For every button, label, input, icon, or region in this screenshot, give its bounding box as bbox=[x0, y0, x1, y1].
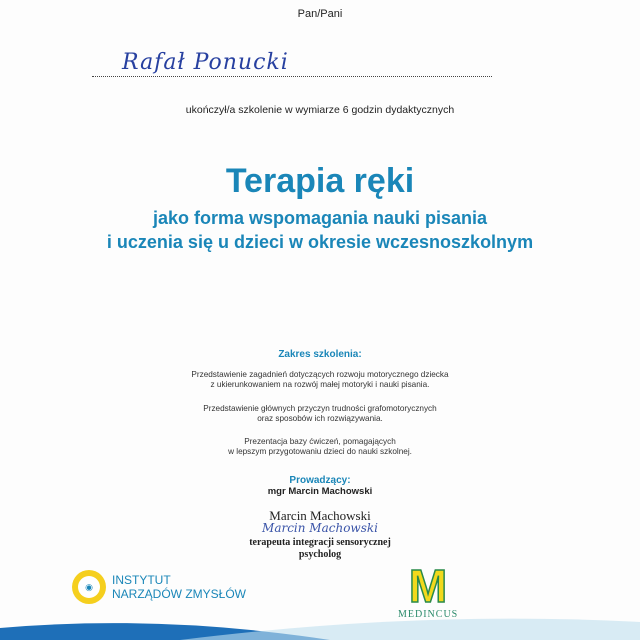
scope-line: w lepszym przygotowaniu dzieci do nauki szkolnej. bbox=[228, 447, 412, 456]
subtitle-line: i uczenia się u dzieci w okresie wczesnoszkolnym bbox=[106, 232, 534, 252]
decorative-wave bbox=[0, 610, 640, 640]
name-dotted-line bbox=[92, 76, 492, 77]
scope-line: Prezentacja bazy ćwiczeń, pomagających bbox=[244, 437, 396, 446]
scope-item bbox=[0, 437, 640, 457]
medincus-m-icon: M bbox=[408, 560, 448, 612]
scope-line: Przedstawienie zagadnień dotyczących rozwoju motorycznego dziecka bbox=[191, 370, 449, 379]
scope-heading: Zakres szkolenia: bbox=[278, 349, 362, 360]
scope-item bbox=[0, 370, 640, 390]
inz-logo-text: INSTYTUT bbox=[112, 573, 171, 587]
stamp-name: Marcin Machowski bbox=[269, 508, 371, 523]
scope-line: Przedstawienie głównych przyczyn trudności grafomotorycznych bbox=[203, 404, 437, 413]
stamp-role: terapeuta integracji sensorycznej bbox=[249, 537, 391, 548]
inz-logo bbox=[72, 570, 246, 604]
stamp-role: psycholog bbox=[298, 549, 342, 560]
salutation: Pan/Pani bbox=[297, 8, 343, 20]
subtitle-line: jako forma wspomagania nauki pisania bbox=[152, 208, 488, 228]
participant-name-handwritten: Rafał Ponucki bbox=[122, 50, 289, 75]
leader-heading: Prowadzący: bbox=[289, 475, 351, 486]
medincus-logo-text: MEDINCUS bbox=[398, 609, 459, 620]
scope-item bbox=[0, 404, 640, 424]
inz-logo-text: NARZĄDÓW ZMYSŁÓW bbox=[112, 587, 246, 601]
certificate-subtitle bbox=[0, 206, 640, 254]
handwritten-signature: Marcin Machowski bbox=[262, 521, 378, 535]
leader-name: mgr Marcin Machowski bbox=[267, 486, 373, 497]
scope-line: oraz sposobów ich rozwiązywania. bbox=[257, 414, 383, 423]
certificate-title: Terapia ręki bbox=[225, 162, 415, 200]
ear-logo-icon: ◉ bbox=[72, 570, 106, 604]
scope-line: z ukierunkowaniem na rozwój małej motoryki i nauki pisania. bbox=[210, 380, 430, 389]
completion-text: ukończył/a szkolenie w wymiarze 6 godzin dydaktycznych bbox=[185, 104, 455, 116]
